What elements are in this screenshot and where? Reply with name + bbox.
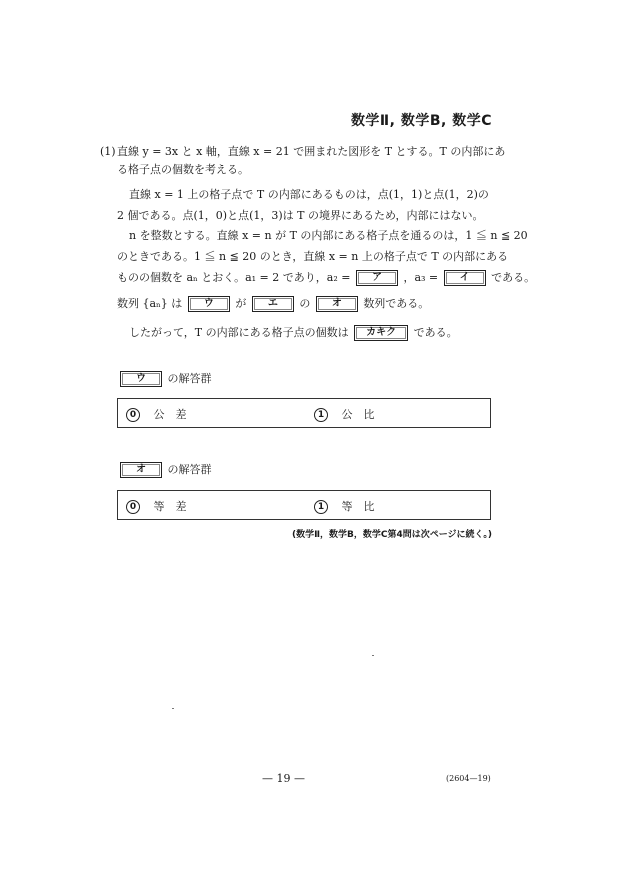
page-number: — 19 — — [262, 772, 305, 785]
line8-ga: が — [235, 297, 247, 310]
line7-end: である。 — [491, 271, 536, 284]
choice-o-option-1 — [314, 498, 375, 514]
choice-group-o-label — [118, 462, 212, 478]
choice-u-option-1 — [314, 406, 375, 422]
line7-separator: ，a₃ = — [403, 271, 439, 284]
continue-note: (数学Ⅱ，数学B，数学C第4問は次ページに続く。) — [291, 530, 492, 540]
choice-group-o-box: オ — [120, 462, 162, 478]
answer-box-o: オ — [316, 296, 358, 312]
problem-line-8 — [117, 296, 429, 312]
answer-box-kakiku: カキク — [354, 325, 408, 341]
problem-line-1: 直線 y = 3x と x 軸，直線 x = 21 で囲まれた図形を T とする。T の内部にあ — [117, 145, 506, 158]
problem-line-4: 2 個である。点(1，0)と点(1，3)は T の境界にあるため，内部にはない。 — [117, 209, 484, 222]
choice-marker-1: 1 — [314, 408, 328, 422]
choice-group-u-box: ウ — [120, 371, 162, 387]
problem-line-9 — [129, 325, 458, 341]
answer-box-e: エ — [252, 296, 294, 312]
problem-line-2: る格子点の個数を考える。 — [117, 163, 249, 176]
answer-box-i: イ — [444, 270, 486, 286]
scan-speck — [172, 708, 174, 709]
choice-o-option-0 — [126, 498, 187, 514]
choice-text: 公 比 — [341, 408, 375, 421]
choice-group-u-box-frame — [117, 398, 491, 428]
choice-text: 公 差 — [153, 408, 187, 421]
choice-group-o-label-text: の解答群 — [167, 463, 212, 476]
choice-group-u-label-text: の解答群 — [167, 372, 212, 385]
choice-marker-0: 0 — [126, 500, 140, 514]
line7-text: ものの個数を aₙ とおく。a₁ = 2 であり，a₂ = — [117, 271, 351, 284]
scan-speck — [372, 655, 374, 656]
choice-group-o-box-frame — [117, 490, 491, 520]
answer-box-a: ア — [356, 270, 398, 286]
problem-line-5: n を整数とする。直線 x = n が T の内部にある格子点を通るのは，1 ≦ n ≦ 20 — [129, 229, 528, 242]
line8-no: の — [299, 297, 311, 310]
page-code: (2604—19) — [446, 774, 491, 783]
problem-line-6: のときである。1 ≦ n ≦ 20 のとき，直線 x = n 上の格子点で T の内部にある — [117, 250, 509, 263]
choice-text: 等 差 — [153, 500, 187, 513]
answer-box-u: ウ — [188, 296, 230, 312]
problem-line-3: 直線 x = 1 上の格子点で T の内部にあるものは，点(1，1)と点(1，2)の — [129, 188, 489, 201]
choice-marker-1: 1 — [314, 500, 328, 514]
choice-group-u-label — [118, 371, 212, 387]
choice-marker-0: 0 — [126, 408, 140, 422]
subject-title: 数学Ⅱ, 数学B, 数学C — [350, 113, 492, 129]
line8-end: 数列である。 — [363, 297, 430, 310]
problem-line-7 — [117, 270, 535, 286]
line8-pre: 数列 {aₙ} は — [117, 297, 183, 310]
line9-end: である。 — [413, 326, 458, 339]
choice-u-option-0 — [126, 406, 187, 422]
question-number: (1) — [100, 145, 116, 158]
choice-text: 等 比 — [341, 500, 375, 513]
line9-pre: したがって，T の内部にある格子点の個数は — [129, 326, 349, 339]
